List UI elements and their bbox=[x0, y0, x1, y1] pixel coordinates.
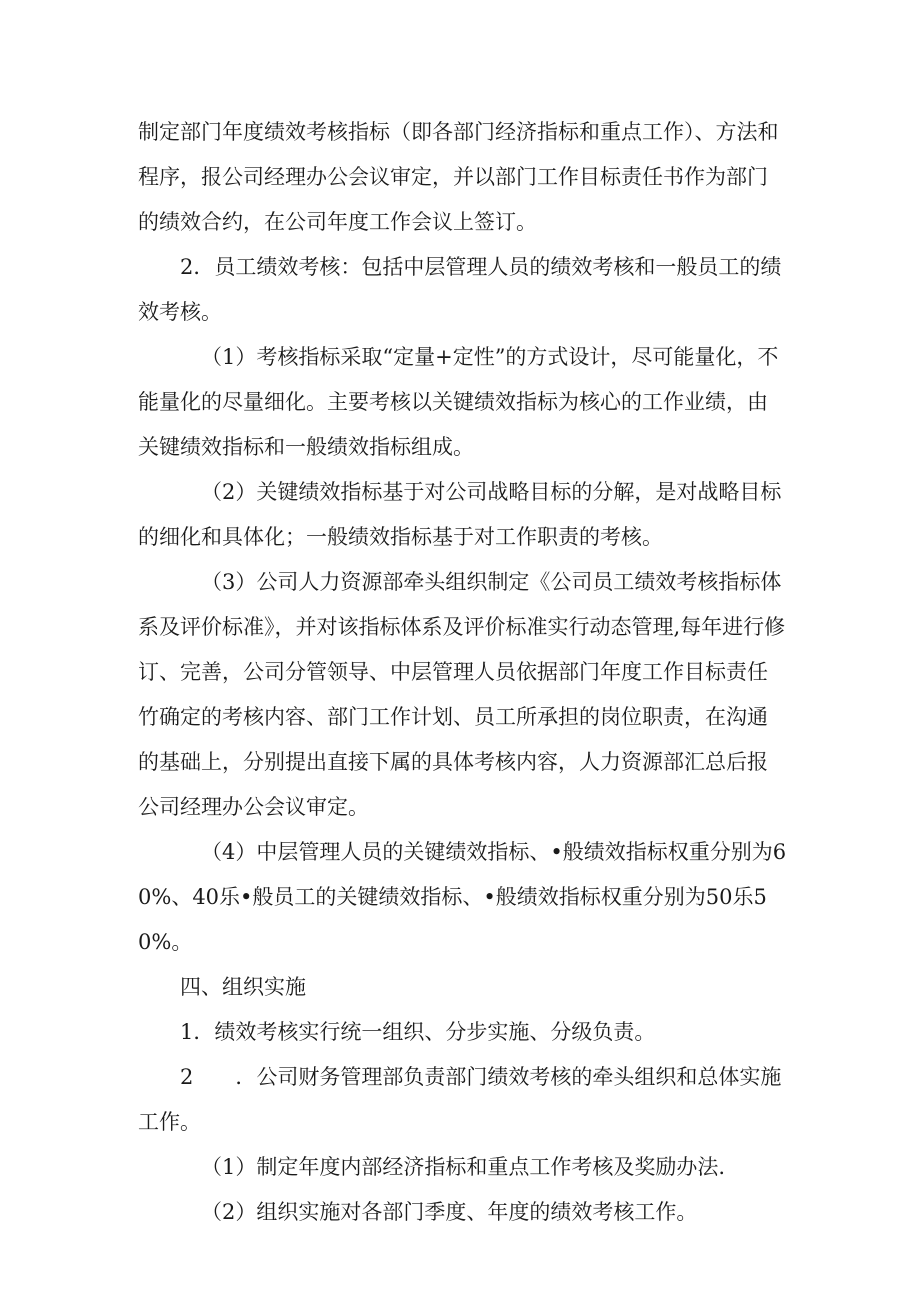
paragraph-item-1-indicators: （1）考核指标采取“定量+定性”的方式设计，尽可能量化，不能量化的尽量细化。主要考核以关键绩效指标为核心的工作业绩，由关键绩效指标和一般绩效指标组成。 bbox=[138, 345, 779, 459]
document-body bbox=[138, 110, 788, 1235]
paragraph-finance-item-2: （2）组织实施对各部门季度、年度的绩效考核工作。 bbox=[201, 1200, 698, 1224]
paragraph-point-1: 1．绩效考核实行统一组织、分步实施、分级负责。 bbox=[180, 1020, 656, 1044]
paragraph-finance-item-1: （1）制定年度内部经济指标和重点工作考核及奖励办法. bbox=[201, 1155, 726, 1179]
paragraph-employee-assessment: 2．员工绩效考核：包括中层管理人员的绩效考核和一般员工的绩效考核。 bbox=[138, 255, 782, 324]
paragraph-department-indicators: 制定部门年度绩效考核指标（即各部门经济指标和重点工作）、方法和程序，报公司经理办公会议审定，并以部门工作目标责任书作为部门的绩效合约，在公司年度工作会议上签订。 bbox=[138, 120, 779, 234]
paragraph-point-2-finance: 2 ．公司财务管理部负责部门绩效考核的牵头组织和总体实施工作。 bbox=[138, 1065, 782, 1134]
section-heading-organization: 四、组织实施 bbox=[180, 975, 306, 999]
paragraph-item-4-weights: （4）中层管理人员的关键绩效指标、•般绩效指标权重分别为60%、40乐•般员工的关键绩效指标、•般绩效指标权重分别为50乐50%。 bbox=[138, 840, 787, 954]
paragraph-item-3-hr-system: （3）公司人力资源部牵头组织制定《公司员工绩效考核指标体系及评价标准》，并对该指标体系及评价标准实行动态管理,每年进行修订、完善，公司分管领导、中层管理人员依据部门年度工作目标责任竹确定的考核内容、部门工作计划、员工所承担的岗位职责，在沟通的基础上，分别提出直接下属的具体考核内容，人力资源部汇总后报公司经理办公会议审定。 bbox=[138, 570, 786, 819]
paragraph-item-2-key-indicators: （2）关键绩效指标基于对公司战略目标的分解，是对战略目标的细化和具体化；一般绩效指标基于对工作职责的考核。 bbox=[138, 480, 782, 549]
